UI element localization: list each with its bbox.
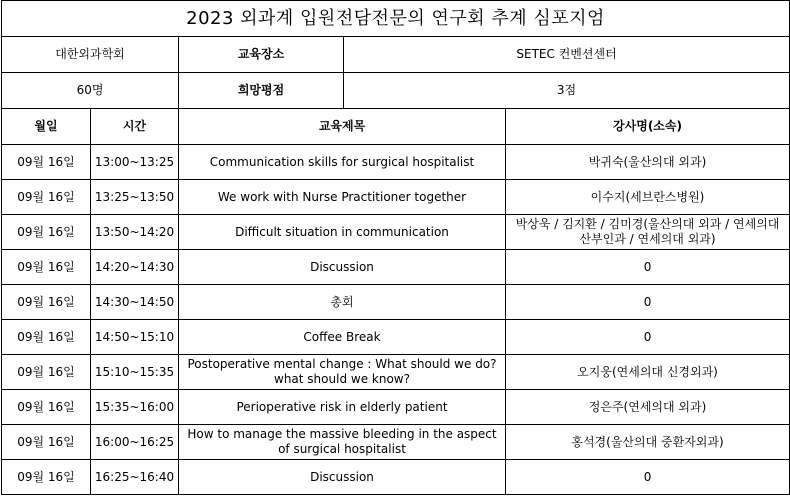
topic-cell: Difficult situation in communication: [179, 215, 506, 250]
date-cell: 09월 16일: [2, 145, 91, 180]
speaker-cell: 박귀숙(울산의대 외과): [506, 145, 790, 180]
date-cell: 09월 16일: [2, 320, 91, 355]
time-cell: 15:35~16:00: [91, 390, 179, 425]
organizer: 대한외과학회: [2, 37, 179, 73]
points-label: 희망평점: [179, 73, 344, 109]
date-cell: 09월 16일: [2, 215, 91, 250]
speaker-cell: 0: [506, 250, 790, 285]
speaker-cell: 오지웅(연세의대 신경외과): [506, 355, 790, 390]
header-time: 시간: [91, 109, 179, 145]
table-row: [2, 145, 790, 180]
speaker-cell: 0: [506, 285, 790, 320]
venue-value: SETEC 컨벤션센터: [344, 37, 790, 73]
topic-cell: Perioperative risk in elderly patient: [179, 390, 506, 425]
topic-cell: Postoperative mental change : What should we do? what should we know?: [179, 355, 506, 390]
venue-label: 교육장소: [179, 37, 344, 73]
speaker-cell: 0: [506, 320, 790, 355]
points-value: 3점: [344, 73, 790, 109]
page-title: 2023 외과계 입원전담전문의 연구회 추계 심포지엄: [2, 1, 790, 37]
date-cell: 09월 16일: [2, 425, 91, 460]
table-row: [2, 180, 790, 215]
header-topic: 교육제목: [179, 109, 506, 145]
header-date: 월일: [2, 109, 91, 145]
table-row: [2, 460, 790, 495]
time-cell: 13:25~13:50: [91, 180, 179, 215]
table-row: [2, 425, 790, 460]
speaker-cell: 박상욱 / 김지환 / 김미경(울산의대 외과 / 연세의대 산부인과 / 연세의대 외과): [506, 215, 790, 250]
time-cell: 13:00~13:25: [91, 145, 179, 180]
time-cell: 13:50~14:20: [91, 215, 179, 250]
topic-cell: We work with Nurse Practitioner together: [179, 180, 506, 215]
topic-cell: 총회: [179, 285, 506, 320]
topic-cell: Communication skills for surgical hospitalist: [179, 145, 506, 180]
table-row: [2, 215, 790, 250]
table-row: [2, 320, 790, 355]
speaker-cell: 0: [506, 460, 790, 495]
table-row: [2, 390, 790, 425]
time-cell: 14:20~14:30: [91, 250, 179, 285]
topic-cell: Discussion: [179, 460, 506, 495]
header-speaker: 강사명(소속): [506, 109, 790, 145]
date-cell: 09월 16일: [2, 460, 91, 495]
table-row: [2, 250, 790, 285]
time-cell: 15:10~15:35: [91, 355, 179, 390]
time-cell: 14:50~15:10: [91, 320, 179, 355]
date-cell: 09월 16일: [2, 180, 91, 215]
topic-cell: Discussion: [179, 250, 506, 285]
capacity: 60명: [2, 73, 179, 109]
time-cell: 14:30~14:50: [91, 285, 179, 320]
speaker-cell: 정은주(연세의대 외과): [506, 390, 790, 425]
date-cell: 09월 16일: [2, 390, 91, 425]
table-row: [2, 285, 790, 320]
time-cell: 16:00~16:25: [91, 425, 179, 460]
speaker-cell: 이수지(세브란스병원): [506, 180, 790, 215]
symposium-table: [1, 0, 790, 495]
table-row: [2, 355, 790, 390]
date-cell: 09월 16일: [2, 355, 91, 390]
date-cell: 09월 16일: [2, 250, 91, 285]
speaker-cell: 홍석경(울산의대 중환자외과): [506, 425, 790, 460]
time-cell: 16:25~16:40: [91, 460, 179, 495]
topic-cell: Coffee Break: [179, 320, 506, 355]
date-cell: 09월 16일: [2, 285, 91, 320]
topic-cell: How to manage the massive bleeding in the aspect of surgical hospitalist: [179, 425, 506, 460]
